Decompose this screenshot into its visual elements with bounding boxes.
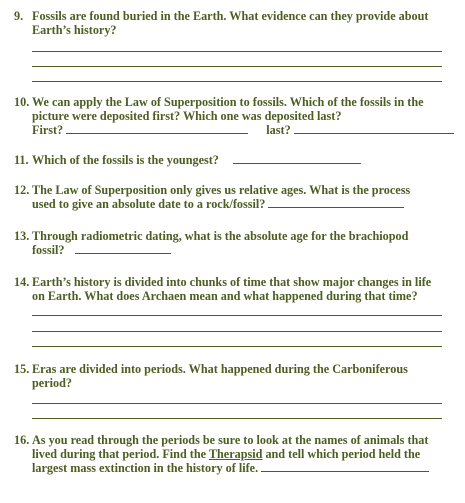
answer-line[interactable] [32,315,442,316]
question-number: 15. [14,362,30,376]
question-line: The Law of Superposition only gives us relative ages. What is the process [32,183,411,197]
question-line: Eras are divided into periods. What happened during the Carboniferous [32,362,408,376]
question-text [32,183,452,211]
question-line: Fossils are found buried in the Earth. What evidence can they provide about [32,9,429,23]
question-line [32,243,452,257]
answer-blank[interactable] [75,243,171,254]
question-number: 13. [14,229,30,243]
answer-line[interactable] [32,81,442,82]
last-label: last? [266,123,291,137]
question-text [32,9,452,37]
question-line [32,197,452,211]
question-line: We can apply the Law of Superposition to fossils. Which of the fossils in the [32,95,424,109]
question-text [32,275,452,303]
question-text [32,362,452,390]
last-answer-blank[interactable] [294,123,454,134]
question-line-text: Which of the fossils is the youngest? [32,153,219,167]
question-number: 12. [14,183,30,197]
question-line-text: and tell which period held the [265,447,421,461]
question-line-text: largest mass extinction in the history of life. [32,461,259,475]
question-number: 16. [14,433,30,447]
question-line: Earth’s history is divided into chunks of time that show major changes in life [32,275,432,289]
first-last-line [32,123,452,137]
question-line-text: used to give an absolute date to a rock/fossil? [32,197,266,211]
question-number: 11. [14,153,29,167]
answer-line[interactable] [32,51,442,52]
answer-blank[interactable] [268,197,404,208]
question-number: 14. [14,275,30,289]
question-line: As you read through the periods be sure to look at the names of animals that [32,433,429,447]
question-line: Earth’s history? [32,23,117,37]
question-number: 10. [14,95,30,109]
question-line [32,461,452,475]
question-line: picture were deposited first? Which one was deposited last? [32,109,342,123]
question-line [32,447,452,461]
first-label: First? [32,123,64,137]
question-text [32,95,452,137]
answer-blank[interactable] [261,461,429,472]
therapsid-term: Therapsid [208,447,263,461]
answer-line[interactable] [32,331,442,332]
question-line: on Earth. What does Archaen mean and what happened during that time? [32,289,418,303]
question-text [32,153,452,167]
question-line-text: lived during that period. Find the [32,447,207,461]
question-line-text: fossil? [32,243,65,257]
question-line: Through radiometric dating, what is the absolute age for the brachiopod [32,229,409,243]
answer-line[interactable] [32,403,442,404]
answer-line[interactable] [32,418,442,419]
first-answer-blank[interactable] [66,123,248,134]
question-line [32,153,452,167]
question-text [32,229,452,257]
question-line: period? [32,376,72,390]
answer-blank[interactable] [233,153,361,164]
answer-line[interactable] [32,66,442,67]
answer-line[interactable] [32,346,442,347]
question-number: 9. [14,9,24,23]
question-text [32,433,452,475]
